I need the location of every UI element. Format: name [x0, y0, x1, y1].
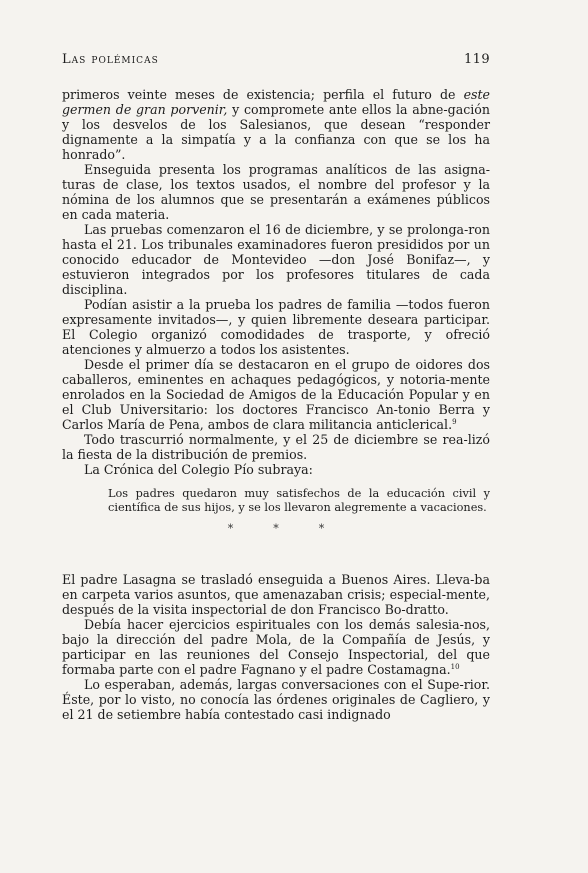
- page-number: 119: [463, 52, 490, 67]
- body-text: [62, 87, 490, 722]
- paragraph-text: Debía hacer ejercicios espirituales con los demás salesia-nos, bajo la dirección del padre Mola, de la Compañía de Jesús, y participar en las reuniones del Consejo Inspectorial, del que formaba parte con el padre Fagnano y el padre Costamagna.: [62, 616, 490, 677]
- paragraph: Lo esperaban, además, largas conversaciones con el Supe-rior. Éste, por lo visto, no conocía las órdenes originales de Cagliero, y el 21 de setiembre había contestado casi indignado: [62, 676, 490, 722]
- footnote-marker[interactable]: 10: [450, 662, 460, 671]
- paragraph: [62, 617, 490, 677]
- paragraph: El padre Lasagna se trasladó enseguida a Buenos Aires. Lleva-ba en carpeta varios asuntos, que amenazaban crisis; especial-mente, después de la visita inspectorial de don Francisco Bo-dratto.: [62, 571, 490, 617]
- block-quote: Los padres quedaron muy satisfechos de la educación civil y científica de sus hijos, y se los llevaron alegremente a vacaciones.: [108, 487, 490, 514]
- section-separator: [62, 521, 490, 536]
- section-gap: [62, 558, 490, 572]
- paragraph: La Crónica del Colegio Pío subraya:: [84, 462, 313, 477]
- footnote-marker[interactable]: 9: [452, 417, 457, 426]
- separator-star: *: [273, 521, 279, 535]
- paragraph: [62, 357, 490, 432]
- paragraph: Podían asistir a la prueba los padres de familia —todos fueron expresamente invitados—, y quien libremente deseara participar. El Colegio organizó comodidades de trasporte, y ofreció atenciones y almuerzo a todos los asistentes.: [62, 297, 490, 357]
- paragraph-text: y compromete ante ellos la abne-gación y los desvelos de los Salesianos, que desean “responder dignamente a la simpatía y a la confianza con que se los ha honrado”.: [62, 102, 490, 162]
- page: [62, 52, 490, 722]
- running-head: [62, 52, 490, 67]
- running-title: Las polémicas: [62, 52, 159, 67]
- paragraph-text: Desde el primer día se destacaron en el grupo de oidores dos caballeros, eminentes en achaques pedagógicos, y notoria-mente enrolados en la Sociedad de Amigos de la Educación Popular y en el Club Universitario: los doctores Francisco An-tonio Berra y Carlos María de Pena, ambos de clara militancia anticlerical.: [62, 357, 490, 432]
- italic-phrase: este germen de gran porvenir,: [62, 87, 490, 117]
- paragraph: [62, 87, 490, 162]
- paragraph: Las pruebas comenzaron el 16 de diciembre, y se prolonga-ron hasta el 21. Los tribunales examinadores fueron presididos por un conocido educador de Montevideo —don José Bonifaz—, y estuvieron integrados por los profesores titulares de cada disciplina.: [62, 222, 490, 297]
- separator-star: *: [318, 521, 325, 535]
- paragraph: Todo trascurrió normalmente, y el 25 de diciembre se rea-lizó la fiesta de la distribución de premios.: [62, 432, 490, 462]
- separator-star: *: [227, 521, 234, 535]
- paragraph-text: primeros veinte meses de existencia; perfila el futuro de: [62, 87, 464, 102]
- paragraph: Enseguida presenta los programas analíticos de las asigna-turas de clase, los textos usados, el nombre del profesor y la nómina de los alumnos que se presentarán a exámenes públicos en cada materia.: [62, 162, 490, 222]
